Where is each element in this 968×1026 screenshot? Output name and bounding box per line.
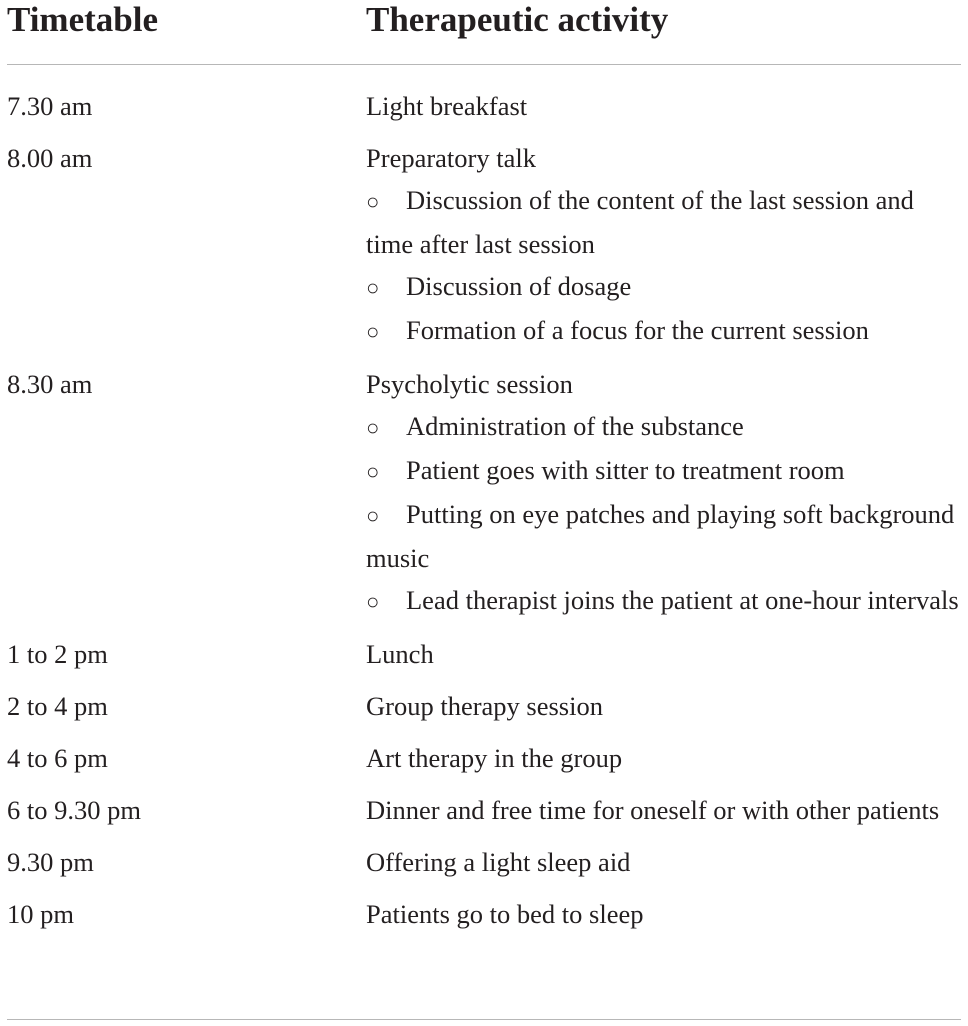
header-divider — [7, 64, 961, 65]
circle-bullet-icon: ○ — [366, 503, 380, 528]
activity-sub-item — [366, 579, 966, 623]
table-row — [0, 137, 968, 353]
time-cell: 4 to 6 pm — [7, 743, 108, 773]
time-cell: 7.30 am — [7, 91, 93, 121]
activity-cell — [366, 737, 966, 779]
time-cell: 8.00 am — [7, 143, 93, 173]
activity-cell — [366, 685, 966, 727]
table-row — [0, 789, 968, 831]
table-body — [0, 85, 968, 945]
activity-title: Psycholytic session — [366, 369, 573, 399]
activity-cell — [366, 137, 966, 353]
table-row — [0, 85, 968, 127]
circle-bullet-icon: ○ — [366, 459, 380, 484]
activity-sub-item — [366, 309, 966, 353]
activity-title: Dinner and free time for oneself or with other patients — [366, 795, 940, 825]
activity-title: Lunch — [366, 639, 434, 669]
sub-item-text: Discussion of the content of the last session and time after last session — [366, 185, 914, 259]
time-cell: 6 to 9.30 pm — [7, 795, 141, 825]
sub-item-text: Patient goes with sitter to treatment room — [406, 455, 845, 485]
circle-bullet-icon: ○ — [366, 415, 380, 440]
circle-bullet-icon: ○ — [366, 189, 380, 214]
activity-cell — [366, 841, 966, 883]
activity-cell — [366, 363, 966, 623]
table-row — [0, 633, 968, 675]
table-row — [0, 841, 968, 883]
activity-sub-item — [366, 179, 966, 265]
activity-cell — [366, 633, 966, 675]
activity-cell — [366, 893, 966, 935]
activity-sub-item — [366, 449, 966, 493]
activity-title: Light breakfast — [366, 91, 528, 121]
activity-sub-item — [366, 265, 966, 309]
sub-item-text: Putting on eye patches and playing soft background music — [366, 499, 955, 573]
activity-sub-item — [366, 493, 966, 579]
sub-item-text: Lead therapist joins the patient at one-hour intervals — [406, 585, 959, 615]
table-bottom-divider — [7, 1019, 961, 1020]
table-row — [0, 893, 968, 935]
header-timetable: Timetable — [7, 0, 159, 39]
sub-item-text: Administration of the substance — [406, 411, 744, 441]
activity-cell — [366, 789, 966, 831]
sub-item-text: Formation of a focus for the current session — [406, 315, 869, 345]
table-header — [0, 0, 968, 64]
activity-title: Patients go to bed to sleep — [366, 899, 644, 929]
activity-title: Art therapy in the group — [366, 743, 623, 773]
activity-sub-item — [366, 405, 966, 449]
table-row — [0, 737, 968, 779]
activity-cell — [366, 85, 966, 127]
time-cell: 8.30 am — [7, 369, 93, 399]
activity-title: Group therapy session — [366, 691, 603, 721]
time-cell: 10 pm — [7, 899, 74, 929]
activity-title: Preparatory talk — [366, 143, 536, 173]
activity-title: Offering a light sleep aid — [366, 847, 631, 877]
time-cell: 1 to 2 pm — [7, 639, 108, 669]
table-row — [0, 363, 968, 623]
circle-bullet-icon: ○ — [366, 275, 380, 300]
table-row — [0, 685, 968, 727]
time-cell: 2 to 4 pm — [7, 691, 108, 721]
time-cell: 9.30 pm — [7, 847, 94, 877]
sub-item-text: Discussion of dosage — [406, 271, 632, 301]
circle-bullet-icon: ○ — [366, 319, 380, 344]
header-therapeutic-activity: Therapeutic activity — [366, 0, 669, 39]
circle-bullet-icon: ○ — [366, 589, 380, 614]
